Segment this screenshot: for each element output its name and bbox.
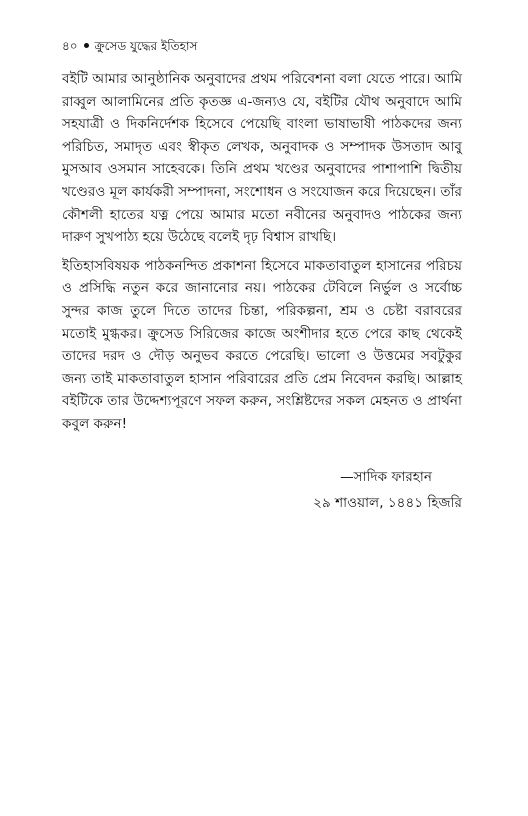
signature-date: ২৯ শাওয়াল, ১৪৪১ হিজরি [313,495,462,511]
paragraph-2: ইতিহাসবিষয়ক পাঠকনন্দিত প্রকাশনা হিসেবে মাকতাবাতুল হাসানের পরিচয় ও প্রসিদ্ধি নতুন করে জানানোর নয়। পাঠকের টেবিলে নির্ভুল ও সর্বোচ্চ সুন্দর কাজ তুলে দিতে তাদের চিন্তা, পরিকল্পনা, শ্রম ও চেষ্টা বরাবরের মতোই মুগ্ধকর। ক্রুসেড সিরিজের কাজে অংশীদার হতে পেরে কাছ থেকেই তাদের দরদ ও দৌড় অনুভব করতে পেরেছি। ভালো ও উত্তমের সবটুকুর জন্য তাই মাকতাবাতুল হাসান পরিবারের প্রতি প্রেম নিবেদন করছি। আল্লাহ বইটিকে তার উদ্দেশ্যপূরণে সফল করুন, সংশ্লিষ্টদের সকল মেহনত ও প্রার্থনা কবুল করুন! [62,257,462,432]
author-name: —সাদিক ফারহান [340,469,432,485]
body-text [62,68,462,442]
signature-block [162,464,462,516]
book-title: ক্রুসেড যুদ্ধের ইতিহাস [94,39,198,53]
paragraph-1: বইটি আমার আনুষ্ঠানিক অনুবাদের প্রথম পরিবেশনা বলা যেতে পারে। আমি রাব্বুল আলামিনের প্রতি কৃতজ্ঞ এ-জন্যও যে, বইটির যৌথ অনুবাদে আমি সহযাত্রী ও দিকনির্দেশক হিসেবে পেয়েছি বাংলা ভাষাভাষী পাঠকদের জন্য পরিচিত, সমাদৃত এবং স্বীকৃত লেখক, অনুবাদক ও সম্পাদক উসতাদ আবু মুসআব ওসমান সাহেবকে। তিনি প্রথম খণ্ডের অনুবাদের পাশাপাশি দ্বিতীয় খণ্ডেরও মূল কার্যকরী সম্পাদনা, সংশোধন ও সংযোজন করে দিয়েছেন। তাঁর কৌশলী হাতের যত্ন পেয়ে আমার মতো নবীনের অনুবাদও পাঠকের জন্য দারুণ সুখপাঠ্য হয়ে উঠেছে বলেই দৃঢ় বিশ্বাস রাখছি। [62,71,462,246]
running-header [62,38,462,54]
bullet-separator-icon [84,43,89,48]
page-number: ৪০ [62,39,78,53]
